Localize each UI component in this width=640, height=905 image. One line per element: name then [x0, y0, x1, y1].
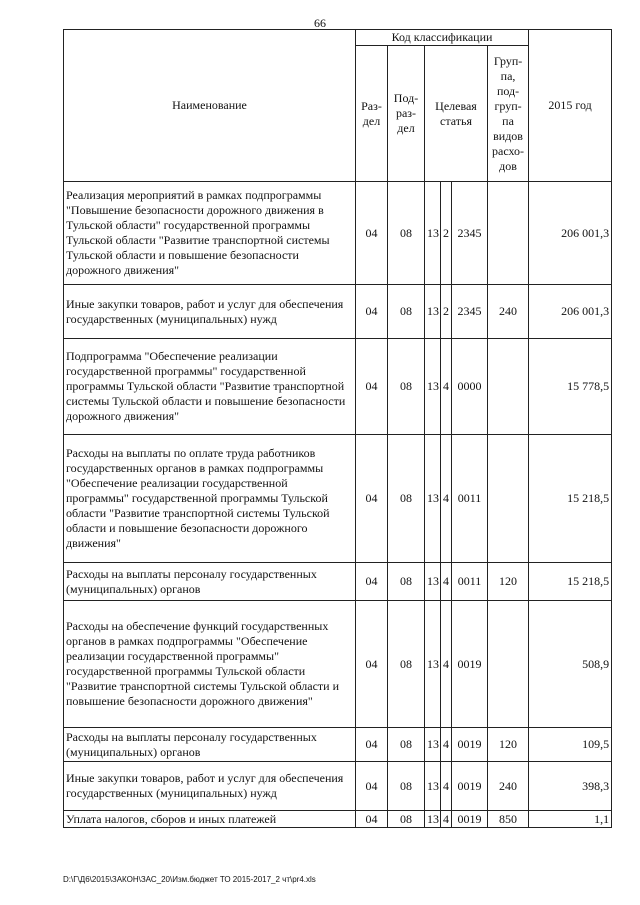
row-target-3: 0019: [452, 728, 488, 762]
row-vid: 240: [488, 762, 529, 811]
row-target-3: 2345: [452, 182, 488, 285]
row-target-1: 13: [425, 601, 441, 728]
row-target-2: 4: [441, 762, 452, 811]
row-target-2: 4: [441, 728, 452, 762]
row-amount: 15 218,5: [529, 563, 612, 601]
row-name: Расходы на выплаты персоналу государственных (муниципальных) органов: [64, 728, 356, 762]
row-vid: [488, 182, 529, 285]
row-target-3: 0011: [452, 563, 488, 601]
row-name: Расходы на выплаты персоналу государственных (муниципальных) органов: [64, 563, 356, 601]
row-target-3: 0019: [452, 762, 488, 811]
table-row: [64, 811, 612, 828]
table-row: [64, 285, 612, 339]
row-podrazdel: 08: [388, 762, 425, 811]
header-name: Наименование: [64, 30, 356, 182]
row-vid: 120: [488, 728, 529, 762]
row-vid: 240: [488, 285, 529, 339]
row-name: Иные закупки товаров, работ и услуг для обеспечения государственных (муниципальных) нужд: [64, 285, 356, 339]
row-target-1: 13: [425, 762, 441, 811]
table-row: [64, 762, 612, 811]
table-row: [64, 182, 612, 285]
table-row: [64, 728, 612, 762]
budget-table: [63, 29, 612, 828]
row-target-2: 4: [441, 811, 452, 828]
row-amount: 109,5: [529, 728, 612, 762]
row-razdel: 04: [356, 762, 388, 811]
row-target-1: 13: [425, 285, 441, 339]
header-section: Раз- дел: [356, 46, 388, 182]
row-target-2: 4: [441, 339, 452, 435]
row-name: Подпрограмма "Обеспечение реализации государственной программы" государственной программы Тульской области "Развитие транспортной системы Тульской области и повышение безопасности дорожного движения": [64, 339, 356, 435]
row-target-1: 13: [425, 728, 441, 762]
table-row: [64, 339, 612, 435]
row-razdel: 04: [356, 285, 388, 339]
row-podrazdel: 08: [388, 339, 425, 435]
row-name: Расходы на обеспечение функций государственных органов в рамках подпрограммы "Обеспечение реализации государственной программы" государственной программы Тульской области "Развитие транспортной системы Тульской области и повышение безопасности дорожного движения": [64, 601, 356, 728]
row-target-3: 0019: [452, 601, 488, 728]
row-target-1: 13: [425, 563, 441, 601]
table-row: [64, 435, 612, 563]
file-path-footer: D:\Г\Д6\2015\ЗАКОН\ЗАС_20\Изм.бюджет ТО 2015-2017_2 чт\pr4.xls: [63, 875, 316, 884]
row-razdel: 04: [356, 728, 388, 762]
row-name: Уплата налогов, сборов и иных платежей: [64, 811, 356, 828]
row-podrazdel: 08: [388, 601, 425, 728]
row-podrazdel: 08: [388, 563, 425, 601]
row-podrazdel: 08: [388, 182, 425, 285]
row-target-1: 13: [425, 339, 441, 435]
row-target-2: 2: [441, 182, 452, 285]
row-amount: 15 218,5: [529, 435, 612, 563]
page-number: 66: [314, 16, 326, 30]
row-amount: 206 001,3: [529, 182, 612, 285]
row-target-1: 13: [425, 182, 441, 285]
header-target: Целевая статья: [425, 46, 488, 182]
row-target-1: 13: [425, 811, 441, 828]
row-podrazdel: 08: [388, 435, 425, 563]
table-row: [64, 601, 612, 728]
row-amount: 508,9: [529, 601, 612, 728]
row-target-2: 4: [441, 435, 452, 563]
row-target-3: 0000: [452, 339, 488, 435]
row-amount: 398,3: [529, 762, 612, 811]
row-vid: [488, 339, 529, 435]
row-target-2: 4: [441, 563, 452, 601]
row-razdel: 04: [356, 182, 388, 285]
row-amount: 15 778,5: [529, 339, 612, 435]
header-subsection: Под- раз- дел: [388, 46, 425, 182]
row-vid: [488, 435, 529, 563]
row-razdel: 04: [356, 811, 388, 828]
row-razdel: 04: [356, 601, 388, 728]
row-name: Иные закупки товаров, работ и услуг для обеспечения государственных (муниципальных) нужд: [64, 762, 356, 811]
row-vid: 850: [488, 811, 529, 828]
row-target-3: 0019: [452, 811, 488, 828]
header-group: Груп- па, под- груп- па видов расхо- дов: [488, 46, 529, 182]
row-vid: [488, 601, 529, 728]
row-razdel: 04: [356, 435, 388, 563]
row-target-2: 4: [441, 601, 452, 728]
row-target-3: 0011: [452, 435, 488, 563]
row-amount: 206 001,3: [529, 285, 612, 339]
row-target-1: 13: [425, 435, 441, 563]
header-year: 2015 год: [529, 30, 612, 182]
row-name: Расходы на выплаты по оплате труда работников государственных органов в рамках подпрограммы "Обеспечение реализации государственной программы" государственной программы Тульской области "Развитие транспортной системы Тульской области и повышение безопасности дорожного движения": [64, 435, 356, 563]
row-razdel: 04: [356, 563, 388, 601]
row-amount: 1,1: [529, 811, 612, 828]
row-podrazdel: 08: [388, 728, 425, 762]
header-code-group: Код классификации: [356, 30, 529, 46]
row-podrazdel: 08: [388, 811, 425, 828]
row-name: Реализация мероприятий в рамках подпрограммы "Повышение безопасности дорожного движения в Тульской области" государственной программы Тульской области "Развитие транспортной системы Тульской области и повышение безопасности дорожного движения": [64, 182, 356, 285]
row-razdel: 04: [356, 339, 388, 435]
table-row: [64, 563, 612, 601]
row-vid: 120: [488, 563, 529, 601]
row-podrazdel: 08: [388, 285, 425, 339]
row-target-3: 2345: [452, 285, 488, 339]
row-target-2: 2: [441, 285, 452, 339]
